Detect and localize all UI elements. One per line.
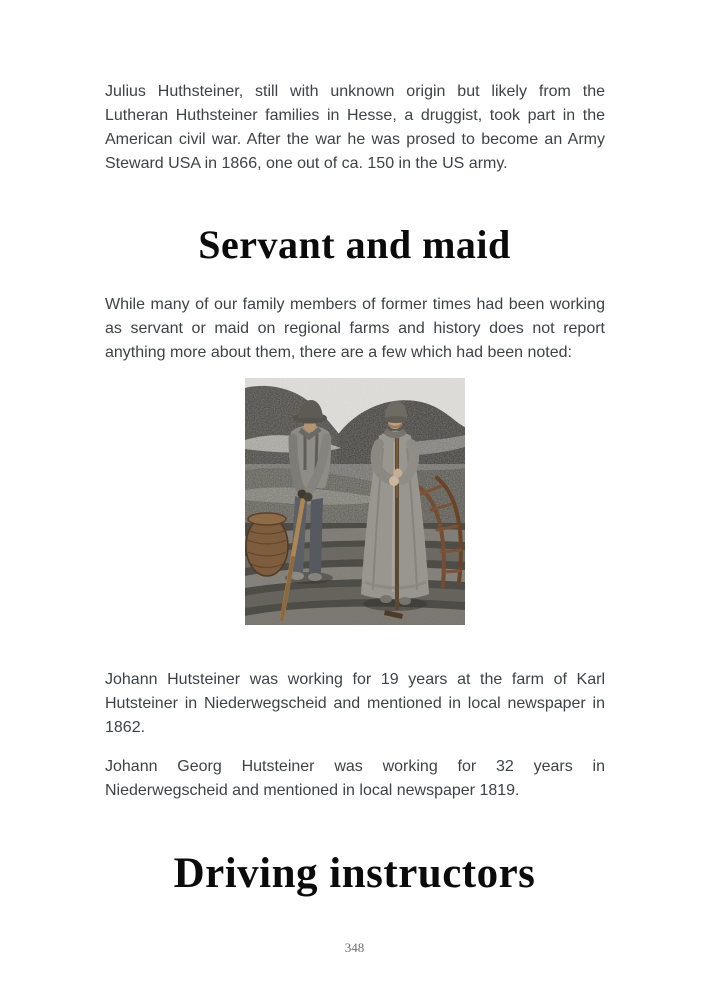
figure-peasants-diorama-photo — [245, 378, 465, 625]
paragraph-servant-intro: While many of our family members of former times had been working as servant or maid on regional farms and history does not report anything more about them, there are a few which had been noted: — [105, 296, 605, 361]
paragraph-johann-hutsteiner: Johann Hutsteiner was working for 19 years at the farm of Karl Hutsteiner in Niederwegscheid and mentioned in local newspaper in 1862. — [105, 671, 605, 736]
paragraph-julius-huthsteiner: Julius Huthsteiner, still with unknown origin but likely from the Lutheran Huthsteiner families in Hesse, a druggist, took part in the American civil war. After the war he was prosed to become an Army Steward USA in 1866, one out of ca. 150 in the US army. — [105, 83, 605, 172]
heading-driving-instructors: Driving instructors — [173, 850, 536, 897]
paragraph-johann-georg-hutsteiner: Johann Georg Hutsteiner was working for 32 years in Niederwegscheid and mentioned in local newspaper 1819. — [105, 758, 605, 799]
peasants-diorama-illustration — [245, 378, 465, 625]
heading-servant-and-maid: Servant and maid — [198, 222, 511, 267]
page-number: 348 — [344, 940, 365, 955]
